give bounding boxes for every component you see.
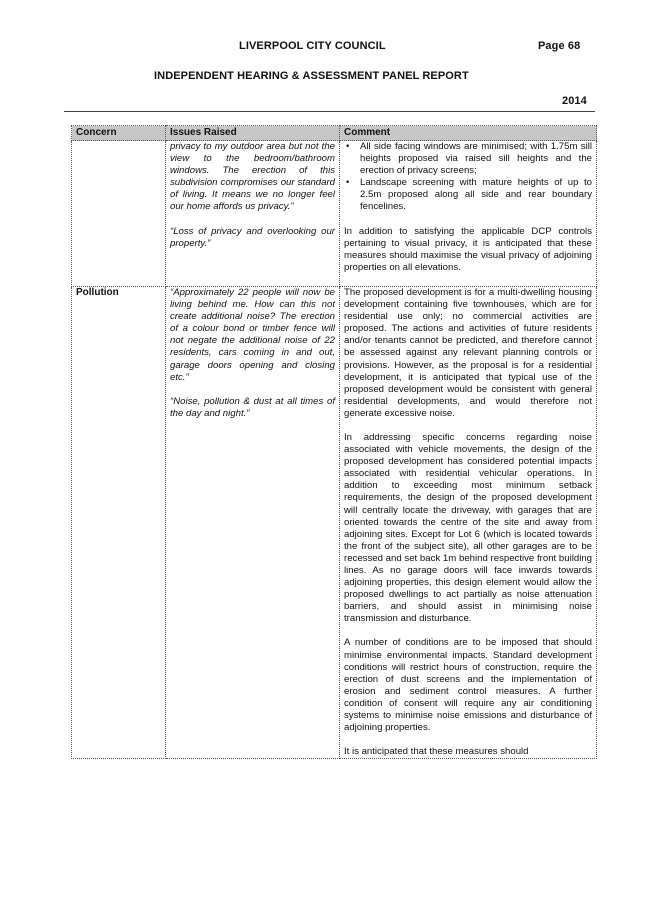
issue-quote: privacy to my outdoor area but not the view to the bedroom/bathroom windows. The erection of this subdivision compromises our standard of living. It means we no longer feel our home affords us privacy.” (170, 141, 335, 213)
bullet-icon: • (346, 141, 350, 152)
comment-cell (340, 286, 597, 758)
concern-cell (72, 141, 166, 287)
list-item (344, 177, 592, 213)
comment-bullet-list (344, 141, 592, 214)
column-header-comment: Comment (340, 126, 597, 141)
issue-quote: “Loss of privacy and overlooking our property.” (170, 225, 335, 249)
table-row (72, 141, 597, 287)
comment-paragraph: It is anticipated that these measures should (344, 746, 529, 758)
page-number: Page 68 (538, 40, 581, 52)
issue-quote: “Approximately 22 people will now be living behind me. How can this not create additional noise? The erection of a colour bond or timber fence will not negate the additional noise of 22 residents, cars coming in and out, garage doors opening and closing etc.” (170, 286, 335, 383)
council-name: LIVERPOOL CITY COUNCIL (239, 40, 386, 52)
issue-quote: “Noise, pollution & dust at all times of the day and night.” (170, 395, 335, 419)
header-rule (64, 111, 595, 112)
submissions-table (71, 125, 597, 759)
issues-cell (166, 141, 340, 287)
column-header-concern: Concern (72, 126, 166, 141)
bullet-text: All side facing windows are minimised; with 1.75m sill heights proposed via raised sill heights and the erection of privacy screens; (360, 141, 592, 177)
bullet-text: Landscape screening with mature heights of up to 2.5m proposed along all side and rear boundary fencelines. (360, 177, 592, 213)
comment-cell (340, 141, 597, 287)
issues-cell (166, 286, 340, 758)
report-title: INDEPENDENT HEARING & ASSESSMENT PANEL REPORT (154, 70, 469, 82)
comment-paragraph: In addition to satisfying the applicable DCP controls pertaining to visual privacy, it is anticipated that these measures should maximise the visual privacy of adjoining properties on all elevations. (344, 225, 592, 273)
concern-cell: Pollution (72, 286, 166, 758)
table-header-row (72, 126, 597, 141)
bullet-icon: • (346, 177, 350, 189)
comment-paragraph: A number of conditions are to be imposed that should minimise environmental impacts. Standard development conditions will restrict hours of construction, require the erection of dust screens and the implementation of erosion and sediment control measures. A further condition of consent will require any air conditioning systems to minimise noise emissions and disturbance of adjoining properties. (344, 637, 592, 734)
comment-paragraph: The proposed development is for a multi-dwelling housing development containing five townhouses, which are for residential use only; no commercial activities are proposed. The actions and activities of future residents and/or tenants cannot be predicted, and therefore cannot be assessed against any relevant planning controls or provisions. However, as the proposal is for a residential development, it is anticipated that typical use of the proposed development would be consistent with general residential developments, and would therefore not generate excessive noise. (344, 286, 592, 419)
comment-paragraph: In addressing specific concerns regarding noise associated with vehicle movements, the design of the proposed development has considered potential impacts associated with residential vehicular operations. In addition to exceeding most minimum setback requirements, the design of the proposed development will centrally locate the driveway, with garages that are oriented towards the centre of the site and away from adjoining sites. Except for Lot 6 (which is located towards the front of the subject site), all other garages are to be recessed and set back 1m behind respective front building lines. As no garage doors will face inwards towards adjoining properties, this design element would allow the proposed dwellings to act partially as noise attenuation barriers, and should assist in minimising noise transmission and disturbance. (344, 431, 592, 625)
report-year: 2014 (562, 95, 587, 107)
column-header-issues: Issues Raised (166, 126, 340, 141)
table-row (72, 286, 597, 758)
list-item (344, 141, 592, 177)
